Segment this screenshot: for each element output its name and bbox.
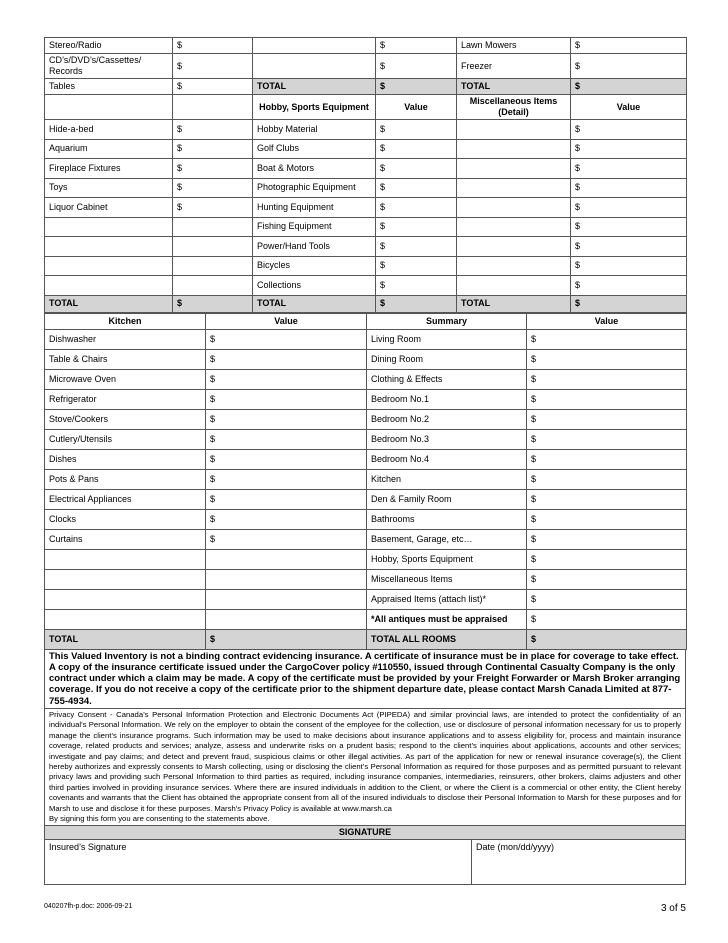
value-cell[interactable]: $ [206, 329, 367, 349]
item-cell [253, 54, 376, 79]
table-row [45, 54, 687, 79]
item-cell: TOTAL [45, 295, 173, 312]
item-cell [45, 549, 206, 569]
table-row [45, 178, 687, 198]
value-cell[interactable]: $ [527, 369, 687, 389]
item-cell [457, 159, 571, 179]
item-cell: Electrical Appliances [45, 489, 206, 509]
item-cell: Lawn Mowers [457, 38, 571, 54]
item-cell: Hobby, Sports Equipment [253, 95, 376, 120]
value-cell[interactable]: $ [571, 54, 687, 79]
value-cell[interactable]: $ [173, 139, 253, 159]
summary-value-header: Value [527, 313, 687, 329]
value-cell[interactable]: $ [527, 589, 687, 609]
item-cell: Curtains [45, 529, 206, 549]
value-cell[interactable]: $ [206, 389, 367, 409]
value-cell[interactable]: $ [527, 569, 687, 589]
value-cell[interactable]: $ [527, 529, 687, 549]
item-cell: Liquor Cabinet [45, 198, 173, 218]
value-cell[interactable]: $ [571, 276, 687, 296]
value-cell[interactable]: $ [527, 349, 687, 369]
value-cell[interactable]: $ [206, 369, 367, 389]
table-row [45, 509, 687, 529]
table-row [45, 589, 687, 609]
table-row [45, 95, 687, 120]
value-cell[interactable]: $ [376, 198, 457, 218]
signature-date-label: Date (mon/dd/yyyy) [476, 842, 555, 853]
table-row [45, 329, 687, 349]
value-cell[interactable]: $ [206, 629, 367, 649]
item-cell: Hide-a-bed [45, 120, 173, 140]
value-cell[interactable]: $ [571, 120, 687, 140]
item-cell: Bedroom No.2 [367, 409, 527, 429]
item-cell: TOTAL [253, 79, 376, 95]
item-cell: Miscellaneous Items [367, 569, 527, 589]
kitchen-summary-table [44, 313, 687, 650]
item-cell [45, 276, 173, 296]
kitchen-value-header: Value [206, 313, 367, 329]
item-cell: Fishing Equipment [253, 217, 376, 237]
value-cell[interactable]: $ [376, 217, 457, 237]
table-row [45, 198, 687, 218]
item-cell: Den & Family Room [367, 489, 527, 509]
document-id: 040207fh-p.doc: 2006-09-21 [44, 903, 133, 910]
coverage-notice: This Valued Inventory is not a binding contract evidencing insurance. A certificate of insurance must be in place for coverage to take effect. A copy of the insurance certificate issued under the CargoCover policy #110550, issued through Continental Casualty Company is the only contract under which a claim may be made. A copy of the certificate must be provided by your Freight Forwarder or Marsh Broker arranging coverage. If you do not receive a copy of the certificate prior to the shipment departure date, please contact Marsh Canada Limited at 877-755-4934. [44, 650, 686, 709]
value-cell[interactable] [173, 237, 253, 257]
item-cell: TOTAL [45, 629, 206, 649]
item-cell: Bathrooms [367, 509, 527, 529]
value-cell[interactable]: $ [571, 38, 687, 54]
value-cell[interactable]: $ [173, 54, 253, 79]
table-row [45, 120, 687, 140]
value-cell[interactable]: $ [571, 198, 687, 218]
signature-row [44, 840, 686, 885]
item-cell: Stereo/Radio [45, 38, 173, 54]
value-cell[interactable]: $ [527, 489, 687, 509]
table-row [45, 549, 687, 569]
value-cell[interactable]: $ [376, 139, 457, 159]
table-row [45, 79, 687, 95]
value-cell[interactable]: $ [527, 329, 687, 349]
item-cell [457, 139, 571, 159]
item-cell [45, 217, 173, 237]
table-row [45, 38, 687, 54]
table-row [45, 276, 687, 296]
table-row [45, 217, 687, 237]
signature-date-field[interactable] [472, 840, 558, 884]
table-row [45, 609, 687, 629]
value-cell[interactable]: $ [173, 178, 253, 198]
value-cell[interactable]: $ [571, 295, 687, 312]
item-cell: Hobby Material [253, 120, 376, 140]
value-cell[interactable]: $ [571, 79, 687, 95]
item-cell: TOTAL ALL ROOMS [367, 629, 527, 649]
table-row [45, 256, 687, 276]
page-footer [44, 903, 686, 914]
value-cell[interactable]: $ [206, 349, 367, 369]
item-cell [457, 198, 571, 218]
item-cell: Living Room [367, 329, 527, 349]
value-cell[interactable]: $ [206, 409, 367, 429]
item-cell [457, 217, 571, 237]
item-cell: Collections [253, 276, 376, 296]
item-cell [457, 120, 571, 140]
value-cell[interactable]: $ [376, 237, 457, 257]
value-cell[interactable]: $ [571, 178, 687, 198]
value-cell[interactable] [173, 95, 253, 120]
item-cell [457, 178, 571, 198]
item-cell [457, 276, 571, 296]
item-cell: Freezer [457, 54, 571, 79]
value-cell[interactable]: $ [173, 120, 253, 140]
table-row [45, 449, 687, 469]
item-cell: TOTAL [457, 295, 571, 312]
item-cell: Stove/Cookers [45, 409, 206, 429]
insured-signature-label: Insured’s Signature [49, 842, 127, 853]
table-row [45, 237, 687, 257]
item-cell [457, 237, 571, 257]
item-cell: Aquarium [45, 139, 173, 159]
item-cell: Miscellaneous Items (Detail) [457, 95, 571, 120]
item-cell: Cutlery/Utensils [45, 429, 206, 449]
value-cell[interactable]: $ [527, 629, 687, 649]
item-cell: Bicycles [253, 256, 376, 276]
value-cell[interactable]: $ [376, 79, 457, 95]
value-cell[interactable]: $ [376, 54, 457, 79]
item-cell: Microwave Oven [45, 369, 206, 389]
item-cell: Tables [45, 79, 173, 95]
value-cell[interactable] [206, 569, 367, 589]
value-cell[interactable] [206, 549, 367, 569]
value-cell[interactable]: $ [173, 198, 253, 218]
table-row [45, 529, 687, 549]
value-cell[interactable] [206, 609, 367, 629]
value-cell[interactable]: $ [571, 217, 687, 237]
household-items-table [44, 37, 687, 313]
item-cell: Dishes [45, 449, 206, 469]
item-cell: Dishwasher [45, 329, 206, 349]
value-cell[interactable]: $ [527, 469, 687, 489]
item-cell: Fireplace Fixtures [45, 159, 173, 179]
table-row [45, 139, 687, 159]
item-cell: Hobby, Sports Equipment [367, 549, 527, 569]
page-number: 3 of 5 [660, 903, 686, 914]
item-cell [45, 256, 173, 276]
table-row [45, 569, 687, 589]
item-cell: CD’s/DVD’s/Cassettes/ Records [45, 54, 173, 79]
item-cell: Basement, Garage, etc… [367, 529, 527, 549]
item-cell [45, 237, 173, 257]
value-cell[interactable]: $ [206, 429, 367, 449]
value-cell[interactable]: $ [376, 295, 457, 312]
value-cell[interactable]: $ [527, 449, 687, 469]
item-cell: TOTAL [457, 79, 571, 95]
value-cell[interactable] [173, 217, 253, 237]
value-cell[interactable]: $ [206, 529, 367, 549]
kitchen-header: Kitchen [45, 313, 206, 329]
item-cell: Golf Clubs [253, 139, 376, 159]
value-cell[interactable]: $ [527, 609, 687, 629]
item-cell [45, 609, 206, 629]
value-cell[interactable]: $ [376, 178, 457, 198]
value-cell[interactable]: $ [571, 256, 687, 276]
value-cell[interactable] [206, 589, 367, 609]
value-cell[interactable]: $ [376, 120, 457, 140]
item-cell: Bedroom No.3 [367, 429, 527, 449]
item-cell: Table & Chairs [45, 349, 206, 369]
item-cell: Bedroom No.1 [367, 389, 527, 409]
insured-signature-field[interactable] [45, 840, 472, 884]
table-row [45, 409, 687, 429]
value-cell[interactable]: $ [571, 237, 687, 257]
table-row [45, 349, 687, 369]
value-cell[interactable]: $ [173, 79, 253, 95]
privacy-text: Privacy Consent - Canada’s Personal Information Protection and Electronic Documents Act (PIPEDA) and similar provincial laws, are intended to protect the confidentiality of an individual’s Personal Information. We rely on the employer to obtain the consent of the employee for the collection, use or disclosure of personal information necessary for us to properly manage the client’s insurance programs. Such information may be used to make decisions about insurance applications and to assess eligibility for, process and maintain insurance coverage, related products and services; analyze, assess and underwrite risks on a prudent basis; respond to the client’s inquiries about applications, accounts and other services; investigate and pay claims; and detect and prevent fraud, suspicious claims or other illegal activities. As part of the application for new or renewal insurance coverage(s), the Client hereby authorizes and expressly consents to Marsh collecting, using or disclosing the client’s Personal Information as required for those purposes and as permitted pursuant to relevant privacy laws and providing such Personal Information to third parties as required, including insurance companies, intermediaries, reinsurers, other brokers, claims adjusters and other third parties involved in providing insurance services. Where there are insured individuals in addition to the Client, or where the Client is a commercial or other entity, the Client hereby covenants and warrants that the Client has obtained the appropriate consent from all of the insured individuals to disclose their Personal Information to Marsh for these purposes and for Marsh to use and disclose it for these purposes. Marsh’s Privacy Policy is available at www.marsh.ca [49, 709, 681, 813]
value-cell[interactable]: $ [376, 276, 457, 296]
table-row [45, 629, 687, 649]
value-cell[interactable]: $ [527, 389, 687, 409]
item-cell: Kitchen [367, 469, 527, 489]
item-cell: TOTAL [253, 295, 376, 312]
value-cell[interactable]: Value [571, 95, 687, 120]
value-cell[interactable]: $ [173, 38, 253, 54]
table-row [45, 295, 687, 312]
value-cell[interactable]: $ [527, 549, 687, 569]
item-cell: *All antiques must be appraised [367, 609, 527, 629]
item-cell: Appraised Items (attach list)* [367, 589, 527, 609]
item-cell: Boat & Motors [253, 159, 376, 179]
inventory-form [44, 37, 686, 885]
item-cell: Clothing & Effects [367, 369, 527, 389]
item-cell: Photographic Equipment [253, 178, 376, 198]
item-cell: Clocks [45, 509, 206, 529]
item-cell: Toys [45, 178, 173, 198]
value-cell[interactable]: Value [376, 95, 457, 120]
table-row [45, 429, 687, 449]
value-cell[interactable]: $ [206, 449, 367, 469]
value-cell[interactable]: $ [173, 295, 253, 312]
item-cell [45, 589, 206, 609]
item-cell: Hunting Equipment [253, 198, 376, 218]
item-cell: Bedroom No.4 [367, 449, 527, 469]
value-cell[interactable] [173, 256, 253, 276]
table-row [45, 469, 687, 489]
value-cell[interactable]: $ [206, 489, 367, 509]
table-row [45, 159, 687, 179]
value-cell[interactable]: $ [527, 509, 687, 529]
table-row [45, 389, 687, 409]
value-cell[interactable]: $ [173, 159, 253, 179]
value-cell[interactable]: $ [571, 139, 687, 159]
value-cell[interactable]: $ [376, 159, 457, 179]
value-cell[interactable]: $ [376, 38, 457, 54]
item-cell: Refrigerator [45, 389, 206, 409]
privacy-consent-line: By signing this form you are consenting to the statements above. [49, 814, 270, 824]
item-cell [457, 256, 571, 276]
item-cell: Pots & Pans [45, 469, 206, 489]
item-cell [253, 38, 376, 54]
privacy-consent [44, 709, 686, 826]
value-cell[interactable] [173, 276, 253, 296]
signature-heading: SIGNATURE [44, 826, 686, 840]
value-cell[interactable]: $ [571, 159, 687, 179]
item-cell [45, 95, 173, 120]
table-row [45, 369, 687, 389]
item-cell [45, 569, 206, 589]
value-cell[interactable]: $ [206, 469, 367, 489]
value-cell[interactable]: $ [527, 429, 687, 449]
kitchen-summary-header [45, 313, 687, 329]
item-cell: Power/Hand Tools [253, 237, 376, 257]
summary-header: Summary [367, 313, 527, 329]
value-cell[interactable]: $ [376, 256, 457, 276]
value-cell[interactable]: $ [206, 509, 367, 529]
table-row [45, 489, 687, 509]
item-cell: Dining Room [367, 349, 527, 369]
value-cell[interactable]: $ [527, 409, 687, 429]
